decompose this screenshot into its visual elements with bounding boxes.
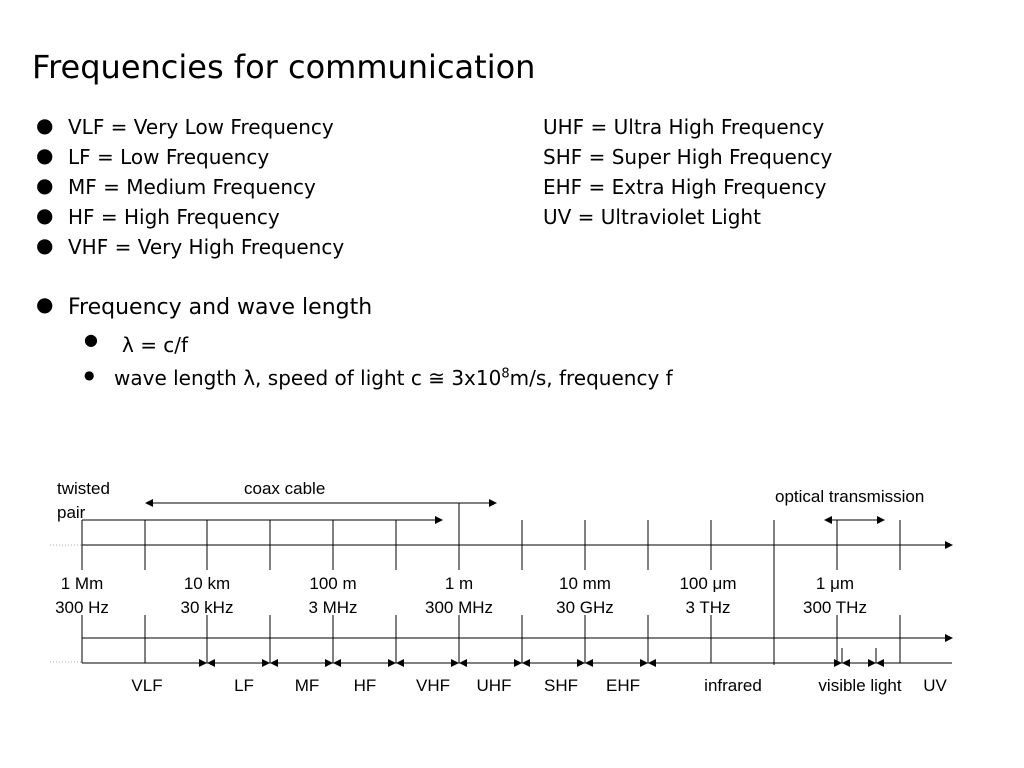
scale-frequency: 3 THz <box>685 598 731 617</box>
band-label: VHF <box>416 676 450 695</box>
optical-transmission-label: optical transmission <box>775 487 925 506</box>
abbreviation-lf: LF = Low Frequency <box>68 145 270 169</box>
exponent: 8 <box>501 366 510 382</box>
band-label: EHF <box>606 676 640 695</box>
coax-cable-label: coax cable <box>244 479 326 498</box>
scale-frequency: 30 GHz <box>556 598 614 617</box>
bullet-icon: ● <box>36 113 54 137</box>
explanation-main: wave length λ, speed of light c ≅ 3x10 <box>114 366 502 390</box>
frequency-heading: Frequency and wave length <box>68 295 373 320</box>
bullet-icon: ● <box>84 330 98 349</box>
band-labels <box>131 676 947 695</box>
bullet-icon: ● <box>36 173 54 197</box>
scale-frequency: 300 Hz <box>55 598 109 617</box>
bullet-icon: ● <box>36 143 54 167</box>
slide-title: Frequencies for communication <box>32 48 536 86</box>
abbreviation-vhf: VHF = Very High Frequency <box>68 235 345 259</box>
band-label: UV <box>923 676 947 695</box>
twisted-pair-label-2: pair <box>57 503 86 522</box>
scale-frequency: 300 MHz <box>424 598 494 617</box>
bullet-icon: ● <box>84 368 95 382</box>
band-label: UHF <box>476 676 512 695</box>
band-label: LF <box>234 676 254 695</box>
bullet-icon: ● <box>36 292 54 316</box>
scale-labels <box>55 574 867 617</box>
scale-wavelength: 100 μm <box>679 574 737 593</box>
band-label: visible light <box>818 676 902 695</box>
band-label: SHF <box>544 676 578 695</box>
bullet-icon: ● <box>36 203 54 227</box>
band-label: MF <box>294 676 320 695</box>
abbreviation-shf: SHF = Super High Frequency <box>543 145 833 169</box>
band-label: infrared <box>704 676 762 695</box>
scale-frequency: 30 kHz <box>180 598 234 617</box>
band-label: HF <box>353 676 377 695</box>
bullet-icon: ● <box>36 233 54 257</box>
scale-wavelength: 1 Mm <box>60 574 104 593</box>
scale-wavelength: 10 km <box>183 574 231 593</box>
abbreviation-hf: HF = High Frequency <box>68 205 280 229</box>
formula-text: λ = c/f <box>122 333 189 357</box>
abbreviation-mf: MF = Medium Frequency <box>68 175 316 199</box>
scale-wavelength: 1 m <box>444 574 474 593</box>
scale-frequency: 3 MHz <box>308 598 358 617</box>
abbreviation-vlf: VLF = Very Low Frequency <box>68 115 334 139</box>
scale-wavelength: 10 mm <box>559 574 611 593</box>
lower-ticks <box>82 615 900 663</box>
abbreviation-ehf: EHF = Extra High Frequency <box>543 175 827 199</box>
band-label: VLF <box>131 676 163 695</box>
scale-frequency: 300 THz <box>803 598 867 617</box>
explanation-tail: m/s, frequency f <box>509 366 673 390</box>
twisted-pair-label: twisted <box>57 479 110 498</box>
abbreviation-uv: UV = Ultraviolet Light <box>543 205 761 229</box>
scale-wavelength: 1 μm <box>815 574 855 593</box>
abbreviation-uhf: UHF = Ultra High Frequency <box>543 115 825 139</box>
scale-wavelength: 100 m <box>309 574 357 593</box>
